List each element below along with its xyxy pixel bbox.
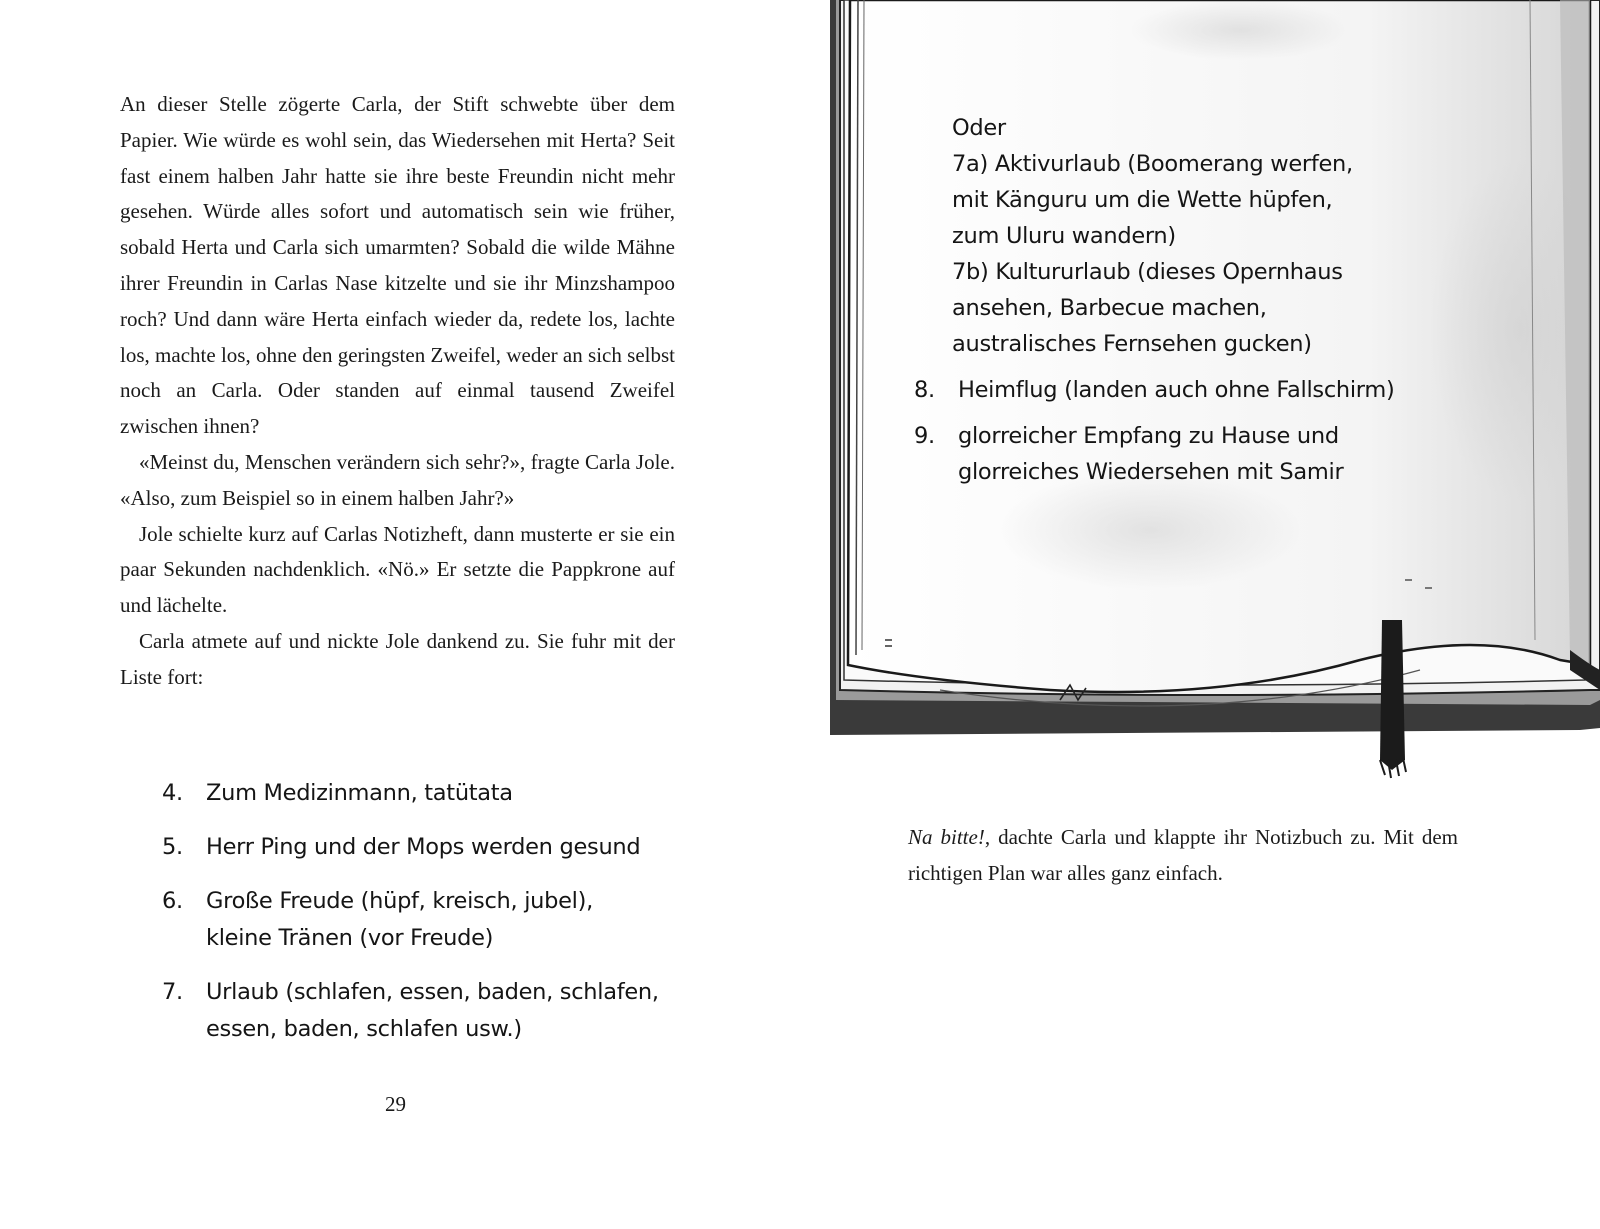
list-item [162,974,722,1048]
list-number: 8. [914,377,935,403]
list-number: 4. [162,780,183,806]
paragraph-rest: , dachte Carla und klappte ihr Notizbuch zu. Mit dem richtigen Plan war alles ganz einfach. [908,825,1458,885]
right-page [800,0,1600,1229]
list-line: Zum Medizinmann, tatütata [206,780,513,806]
notebook-text [914,110,1422,490]
notebook-item [914,372,1422,408]
handwritten-list [162,775,722,1065]
notebook-line: ansehen, Barbecue machen, [952,295,1267,321]
italic-phrase: Na bitte! [908,825,985,849]
list-item [162,883,722,957]
list-line: Große Freude (hüpf, kreisch, jubel), [206,888,593,914]
list-line: Urlaub (schlafen, essen, baden, schlafen, [206,979,659,1005]
list-line: kleine Tränen (vor Freude) [206,925,494,951]
list-line: glorreiches Wiedersehen mit Samir [958,459,1344,485]
notebook-line: mit Känguru um die Wette hüpfen, [952,187,1333,213]
list-item [162,775,722,812]
paragraph: Carla atmete auf und nickte Jole dankend zu. Sie fuhr mit der Liste fort: [120,628,675,689]
list-text [206,829,722,866]
list-text [206,883,722,957]
list-line: Heimflug (landen auch ohne Fallschirm) [958,377,1395,403]
notebook-line: 7b) Kultururlaub (dieses Opernhaus [952,259,1343,285]
notebook-line: australisches Fernsehen gucken) [952,331,1312,357]
notebook-line: zum Uluru wandern) [952,223,1176,249]
body-text [120,87,675,696]
list-line: essen, baden, schlafen usw.) [206,1016,522,1042]
notebook-line: 7a) Aktivurlaub (Boomerang werfen, [952,151,1353,177]
paragraph: Jole schielte kurz auf Carlas Notizheft, dann musterte er sie ein paar Sekunden nachdenklich. «Nö.» Er setzte die Pappkrone auf und lächelte. [120,521,675,618]
list-line: glorreicher Empfang zu Hause und [958,423,1339,449]
list-number: 6. [162,888,183,914]
list-number: 9. [914,423,935,449]
list-item [162,829,722,866]
notebook-line: Oder [952,115,1006,141]
paragraph: «Meinst du, Menschen verändern sich sehr?», fragte Carla Jole. «Also, zum Beispiel so in einem halben Jahr?» [120,449,675,510]
list-line: Herr Ping und der Mops werden gesund [206,834,641,860]
list-text [958,418,1343,490]
list-text [206,974,722,1048]
closing-text [908,820,1458,892]
paragraph [908,820,1458,892]
list-number: 5. [162,834,183,860]
list-text [206,775,722,812]
list-number: 7. [162,979,183,1005]
paragraph: An dieser Stelle zögerte Carla, der Stift schwebte über dem Papier. Wie würde es wohl sein, das Wiedersehen mit Herta? Seit fast einem halben Jahr hatte sie ihre beste Freundin nicht mehr gesehen. Würde alles sofort und automatisch sein wie früher, sobald Herta und Carla sich umarmten? Sobald die wilde Mähne ihrer Freundin in Carlas Nase kitzelte und sie ihr Minzshampoo roch? Und dann wäre Herta einfach wieder da, redete los, lachte los, machte los, ohne den geringsten Zweifel, weder an sich selbst noch an Carla. Oder standen auf einmal tausend Zweifel zwischen ihnen? [120,92,675,439]
page-number-text: 29 [385,1092,406,1116]
notebook-item [914,418,1422,490]
